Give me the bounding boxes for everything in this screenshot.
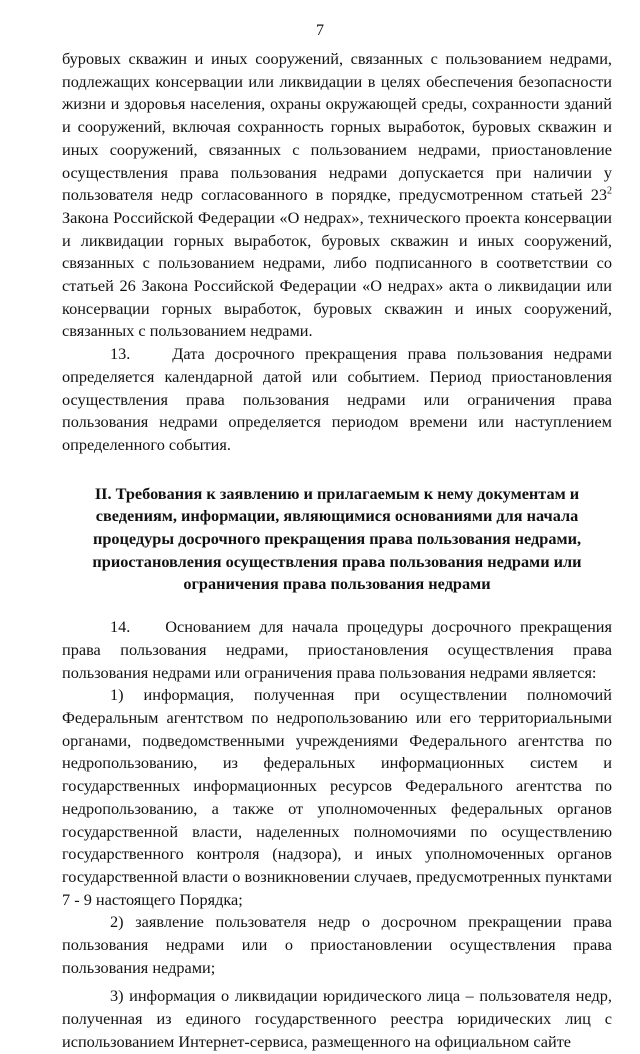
continuation-text-part1: буровых скважин и иных сооружений, связанных с пользованием недрами, подлежащих консервации или ликвидации в целях обеспечения безопасности жизни и здоровья населения, охраны окружающей среды, сохранности зданий и сооружений, включая сохранность горных выработок, буровых скважин и иных сооружений, связанных с пользованием недрами, приостановление осуществления права пользования недрами допускается при наличии у пользователя недр согласованного в порядке, предусмотренном статьей 23	[62, 49, 612, 205]
paragraph-13-text: Дата досрочного прекращения права пользования недрами определяется календарной датой или событием. Период приостановления осуществления права пользования недрами или ограничения права пользования недрами определяется периодом времени или наступлением определенного события.	[62, 344, 612, 454]
article-superscript: 2	[607, 185, 612, 197]
page-number: 7	[316, 22, 324, 39]
list-item-1: 1) информация, полученная при осуществлении полномочий Федеральным агентством по недропользованию или его территориальными органами, подведомственными учреждениями Федерального агентства по недропользованию, из федеральных информационных систем и государственных информационных ресурсов Федерального агентства по недропользованию, а также от уполномоченных федеральных органов государственной власти, наделенных полномочиями по осуществлению государственного контроля (надзора), и иных уполномоченных органов государственной власти о возникновении случаев, предусмотренных пунктами 7 - 9 настоящего Порядка;	[62, 685, 612, 909]
list-item-3: 3) информация о ликвидации юридического лица – пользователя недр, полученная из единого государственного реестра юридических лиц с использованием Интернет-сервиса, размещенного на официальном сайте	[62, 986, 612, 1051]
section-heading: II. Требования к заявлению и прилагаемым к нему документам и сведениям, информации, являющимися основаниями для начала процедуры досрочного прекращения права пользования недрами, приостановления осуществления права пользования недрами или ограничения права пользования недрами	[92, 483, 582, 594]
paragraph-13	[62, 343, 612, 457]
document-body	[62, 48, 612, 1054]
paragraph-14	[62, 616, 612, 684]
paragraph-13-number: 13.	[110, 344, 131, 364]
continuation-paragraph	[62, 48, 612, 343]
paragraph-14-text: Основанием для начала процедуры досрочного прекращения права пользования недрами, приостановления осуществления права пользования недрами или ограничения права пользования недрами является:	[62, 617, 612, 682]
continuation-text-part2: Закона Российской Федерации «О недрах», технического проекта консервации и ликвидации горных выработок, буровых скважин и иных сооружений, связанных с пользованием недрами, либо подписанного в соответствии со статьей 26 Закона Российской Федерации «О недрах» акта о ликвидации или консервации горных выработок, буровых скважин и иных сооружений, связанных с пользованием недрами.	[62, 207, 612, 341]
paragraph-14-number: 14.	[110, 617, 131, 637]
list-item-2: 2) заявление пользователя недр о досрочном прекращении права пользования недрами или о приостановлении осуществления права пользования недрами;	[62, 912, 612, 977]
